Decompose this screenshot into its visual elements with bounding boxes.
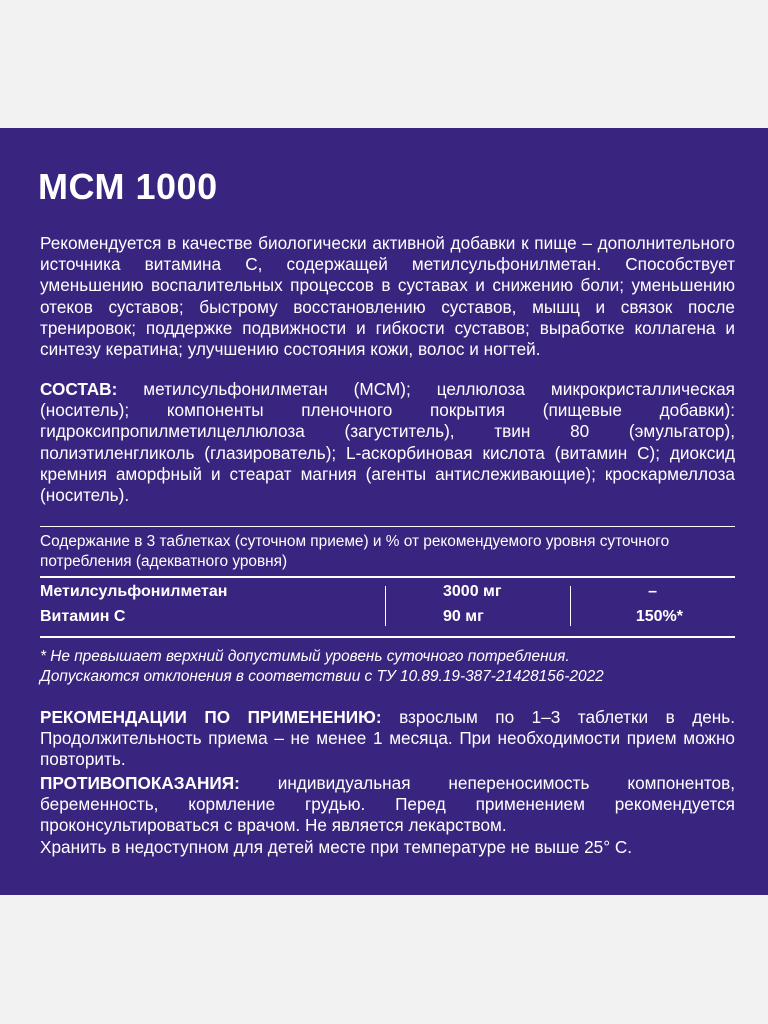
composition-label: СОСТАВ: bbox=[40, 379, 118, 399]
table-top-rule bbox=[40, 526, 735, 527]
table-bottom-rule bbox=[40, 636, 735, 638]
contraindications-text: индивидуальная непереносимость компонентов, беременность, кормление грудью. Перед применением рекомендуется проконсультироваться с врачом. Не является лекарством. bbox=[40, 773, 735, 836]
ingredient-percent: 150%* bbox=[635, 608, 683, 625]
ingredient-percent: – bbox=[648, 583, 657, 600]
ingredient-amount: 90 мг bbox=[443, 608, 484, 625]
table-row bbox=[40, 608, 735, 632]
contraindications-label: ПРОТИВОПОКАЗАНИЯ: bbox=[40, 773, 240, 793]
table-row bbox=[40, 583, 735, 607]
usage-label: РЕКОМЕНДАЦИИ ПО ПРИМЕНЕНИЮ: bbox=[40, 707, 382, 727]
ingredient-name: Витамин С bbox=[40, 608, 126, 625]
product-info-panel bbox=[0, 128, 768, 895]
usage-section bbox=[40, 707, 735, 771]
product-description: Рекомендуется в качестве биологически активной добавки к пище – дополнительного источника витамина С, содержащей метилсульфонилметан. Способствует уменьшению воспалительных процессов в суставах и снижению боли; уменьшению отеков суставов; быстрому восстановлению суставов, мышц и связок после тренировок; поддержке подвижности и гибкости суставов; выработке коллагена и синтезу кератина; улучшению состояния кожи, волос и ногтей. bbox=[40, 233, 735, 360]
nutrition-table-header: Содержание в 3 таблетках (суточном приеме) и % от рекомендуемого уровня суточного потребления (адекватного уровня) bbox=[40, 533, 670, 570]
footnote bbox=[40, 647, 735, 686]
ingredient-name: Метилсульфонилметан bbox=[40, 583, 228, 600]
footnote-line: * Не превышает верхний допустимый уровень суточного потребления. bbox=[40, 648, 570, 665]
composition-section bbox=[40, 379, 735, 506]
product-title: МСМ 1000 bbox=[38, 166, 218, 207]
usage-text: взрослым по 1–3 таблетки в день. Продолжительность приема – не менее 1 месяца. При необходимости прием можно повторить. bbox=[40, 707, 736, 770]
footnote-line: Допускаются отклонения в соответствии с ТУ 10.89.19-387-21428156-2022 bbox=[40, 667, 604, 685]
table-header-rule bbox=[40, 576, 735, 578]
ingredient-amount: 3000 мг bbox=[443, 583, 502, 600]
table-column-divider bbox=[385, 586, 386, 626]
table-column-divider bbox=[570, 586, 571, 626]
contraindications-section bbox=[40, 773, 735, 858]
storage-text: Хранить в недоступном для детей месте при температуре не выше 25° С. bbox=[40, 836, 633, 857]
composition-text: метилсульфонилметан (МСМ); целлюлоза микрокристаллическая (носитель); компоненты пленочного покрытия (пищевые добавки): гидроксипропилметилцеллюлоза (загуститель), твин 80 (эмульгатор), полиэтиленгликоль (глазирователь); L-аскорбиновая кислота (витамин С); диоксид кремния аморфный и стеарат магния (агенты антислеживающие); кроскармеллоза (носитель). bbox=[40, 379, 735, 506]
